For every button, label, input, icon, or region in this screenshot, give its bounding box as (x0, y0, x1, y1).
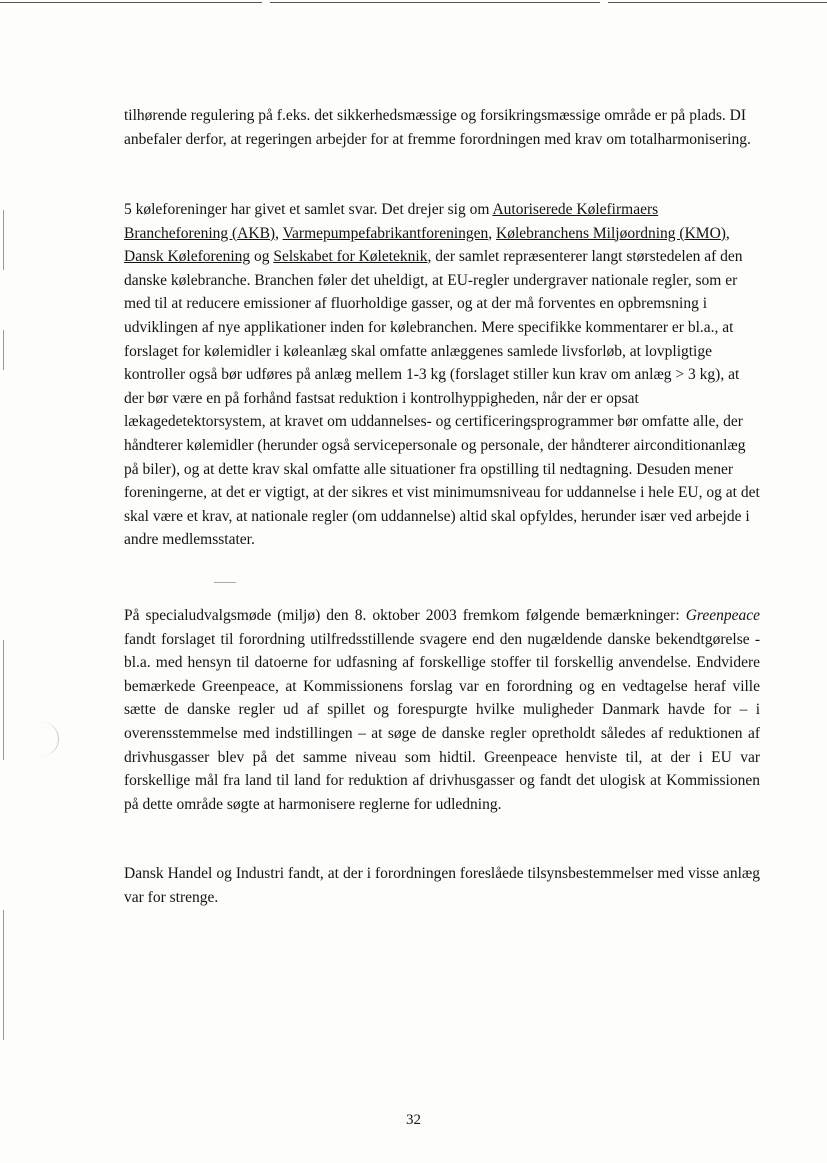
paragraph-3-body: fandt forslaget til forordning utilfredsstillende svagere end den nugældende danske bekendtgørelse - bl.a. med hensyn til datoerne for udfasning af forskellige stoffer til forskellig anvendelse. Endvidere bemærkede Greenpeace, at Kommissionens forslag var en forordning og en vedtagelse heraf ville sætte de danske regler ud af spillet og forespurgte hvilke muligheder Danmark havde for – i overensstemmelse med indstillingen – at søge de danske regler opretholdt således af reduktionen af drivhusgasser blev på det samme niveau som hidtil. Greenpeace henviste til, at der i EU var forskellige mål fra land til land for reduktion af drivhusgasser og fandt det ulogisk at Kommissionen på dette område søgte at harmonisere reglerne for udledning. (124, 630, 760, 813)
binding-hole-mark (40, 722, 59, 756)
scan-top-rule-left (0, 2, 262, 3)
greenpeace-name: Greenpeace (685, 607, 760, 624)
page-number: 32 (406, 1112, 421, 1128)
separator-4: og (250, 248, 274, 266)
scan-top-rule-middle (270, 2, 600, 3)
scan-left-margin-mark-2 (3, 330, 4, 370)
scan-top-rule-right (608, 2, 827, 3)
link-dansk-koleforening: Dansk Køleforening (124, 248, 251, 266)
scan-left-margin-mark-3 (3, 640, 4, 760)
paragraph-greenpeace-comments (124, 604, 760, 816)
link-kmo: Kølebranchens Miljøordning (KMO) (496, 224, 726, 242)
paragraph-2-body: , der samlet repræsenterer langt størstedelen af den danske kølebranche. Branchen føler det uheldigt, at EU-regler undergraver nationale regler, som er med til at reducere emissioner af fluorholdige gasser, og at der må forventes en opbremsning i udviklingen af nye applikationer inden for kølebranchen. Mere specifikke kommentarer er bl.a., at forslaget for kølemidler i køleanlæg skal omfatte anlæggenes samlede livsforløb, at lovpligtige kontroller også bør udføres på anlæg mellem 1-3 kg (forslaget stiller kun krav om anlæg > 3 kg), at der bør være en på forhånd fastsat reduktion i kontrolhyppigheden, når der er opsat lækagedetektorsystem, at kravet om uddannelses- og certificeringsprogrammer bør omfatte alle, der håndterer kølemidler (herunder også servicepersonale og personale, der håndterer airconditionanlæg på biler), og at dette krav skal omfatte alle situationer fra opstilling til nedtagning. Desuden mener foreningerne, at det er vigtigt, at der sikres et vist minimumsniveau for uddannelse i hele EU, og at det skal være et krav, at nationale regler (om uddannelse) altid skal opfyldes, herunder især ved arbejde i andre medlemsstater. (124, 248, 760, 549)
scan-left-margin-mark-1 (3, 210, 4, 270)
separator-3: , (725, 224, 730, 242)
scan-left-margin-mark-4 (3, 910, 4, 1040)
paragraph-dansk-handel-industri: Dansk Handel og Industri fandt, at der i forordningen foreslåede tilsynsbestemmelser med visse anlæg var for strenge. (124, 865, 760, 906)
separator-2: , (488, 224, 497, 242)
link-akb: Autoriserede Kølefirmaers Brancheforening (AKB) (124, 201, 659, 242)
paragraph-refrigeration-associations (124, 198, 760, 552)
paragraph-3-intro: På specialudvalgsmøde (miljø) den 8. oktober 2003 fremkom følgende bemærkninger: (124, 607, 686, 624)
separator-1: , (275, 224, 283, 242)
paragraph-di-recommendation: tilhørende regulering på f.eks. det sikkerhedsmæssige og forsikringsmæssige område er på plads. DI anbefaler derfor, at regeringen arbejder for at fremme forordningen med krav om totalharmonisering. (124, 107, 751, 148)
link-selskabet-for-koleteknik: Selskabet for Køleteknik (273, 248, 428, 266)
link-varmepumpefabrikantforeningen: Varmepumpefabrikantforeningen (282, 224, 489, 242)
scan-stray-mark (214, 582, 236, 583)
paragraph-2-intro: 5 køleforeninger har givet et samlet svar. Det drejer sig om (124, 201, 493, 218)
